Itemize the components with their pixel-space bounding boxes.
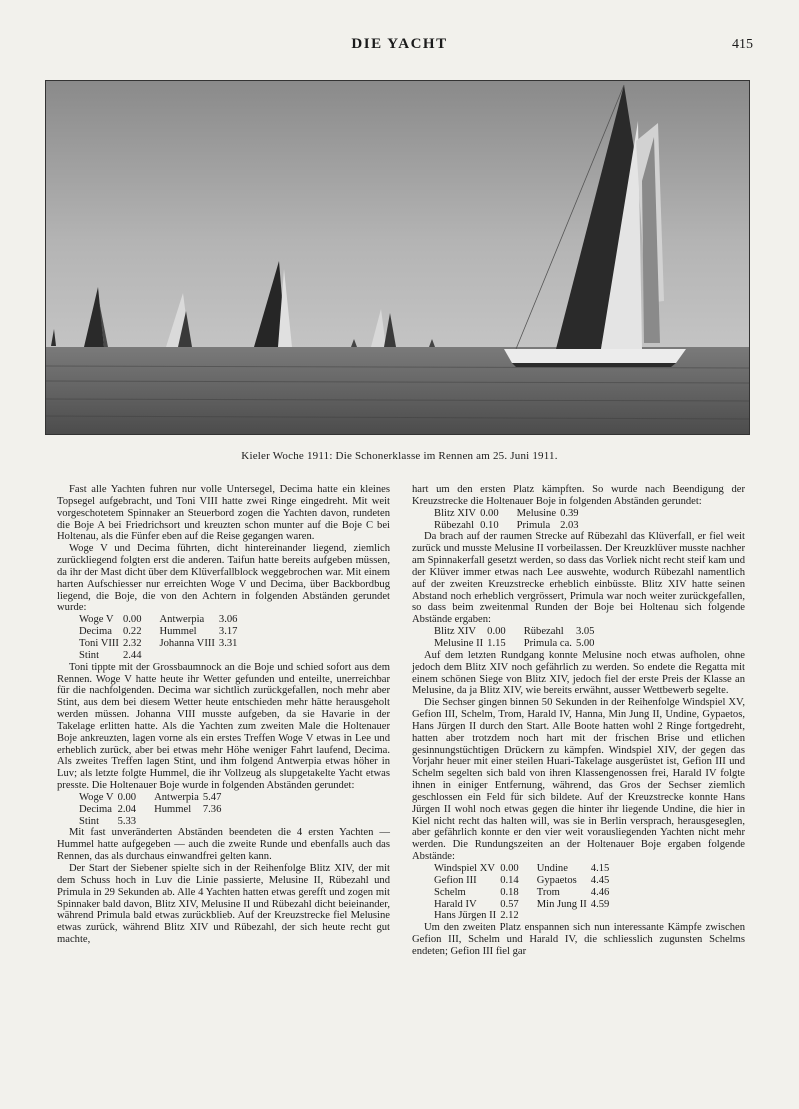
paragraph: Woge V und Decima führten, dicht hintereinander liegend, ziemlich zurückliegend folgten erst die anderen. Taifun hatte bereits aufgeben müssen, da ihr der Mast dicht über dem Klüverfallblock weggebrochen war. Mit einem harten Aufschiesser nur erreichten Woge V und Decima, über Backbordbug liegend, die Boje, die von den Achtern in folgenden Abständen gerundet wurde: — [57, 543, 390, 614]
paragraph: Der Start der Siebener spielte sich in der Reihenfolge Blitz XIV, der mit dem Schuss hoch in Luv die Linie passierte, Melusine II, Rübezahl und Primula in 29 Sekunden ab. Alle 4 Yachten hatten etwas gerefft und zogen mit Spinnaker bald davon, Blitz XIV, Melusine II und Rübezahl dicht beieinander, während Primula bald etwas zurückblieb. Auf der Kreuzstrecke fiel Melusine etwas zurück, während Blitz XIV und Rübezahl, der sich heute recht gut machte, — [57, 863, 390, 946]
table-cell: Antwerpia — [159, 614, 205, 626]
table-row — [79, 792, 225, 804]
table-cell: Stint — [79, 815, 100, 827]
table-cell: Primula — [516, 519, 551, 531]
results-table — [79, 614, 241, 661]
paragraph: Fast alle Yachten fuhren nur volle Untersegel, Decima hatte ein kleines Topsegel aufgebracht, und Toni VIII hatte zwei Ringe eingedreht. Mit weit vorgeschotetem Spinnaker an Steuerbord zogen die Yachten davon, rundeten die Boje A bei Friedrichsort und kreuzten schon munter auf die Boje C bei Holtenau, als die Fünfer eben auf die Reise gegangen waren. — [57, 484, 390, 543]
table-cell: 2.12 — [500, 910, 519, 922]
table-row — [434, 887, 613, 899]
paragraph: Mit fast unveränderten Abständen beendeten die 4 ersten Yachten — Hummel hatte aufgegeben — auch die zweite Runde und ebenfalls auch das Rennen, das als durchaus einwandfrei gelten kann. — [57, 827, 390, 863]
table-cell: Hummel — [154, 803, 192, 815]
sailing-yachts-photo — [45, 80, 750, 435]
table-cell: Windspiel XV — [434, 863, 496, 874]
table-row — [79, 614, 241, 626]
figure-caption: Kieler Woche 1911: Die Schonerklasse im Rennen am 25. Juni 1911. — [241, 450, 558, 462]
left-column — [57, 484, 390, 946]
table-cell: Hummel — [159, 626, 197, 638]
table-cell: Blitz XIV — [434, 626, 477, 638]
table-cell: Stint — [79, 649, 100, 661]
results-table — [434, 626, 598, 650]
page-number: 415 — [732, 37, 753, 52]
table-cell: 0.00 — [500, 863, 519, 874]
results-table — [434, 508, 583, 532]
table-cell: Melusine — [516, 507, 557, 519]
table-cell: Harald IV — [434, 898, 477, 910]
table-row — [79, 626, 241, 638]
paragraph: Auf dem letzten Rundgang konnte Melusine noch etwas aufholen, ohne jedoch dem Blitz XIV noch gefährlich zu werden. So endete die Regatta mit einem schönen Siege von Blitz XIV, jedoch fiel der erste Preis der Klasse an Melusine, da ja Blitz XIV, wie bereits erwähnt, ausser Wettbewerb segelte. — [412, 649, 745, 697]
table-cell: 0.18 — [500, 886, 519, 898]
paragraph: Die Sechser gingen binnen 50 Sekunden in der Reihenfolge Windspiel XV, Gefion III, Schelm, Trom, Harald IV, Hanna, Min Jung II, Undine, Gypaetos, Hans Jürgen II durch den Start. Alle Boote hatten wohl 2 Ringe fortgedreht, hatten aber trotzdem noch hart mit der frischen Brise und etlichen gesinnungstüchtigen Drückern zu kämpfen. Windspiel XIV, der gegen das Vorjahr heuer mit einer steilen Huari-Takelage ausgerüstet ist, Gefion III und Schelm segelten sich bald von ihren Klassengenossen frei, Harald IV folgte ihnen in einiger Entfernung, während, das Gros der Sechser ziemlich geschlossen ein Feld für sich bildete. Auf der Kreuzstrecke konnte Hans Jürgen II wohl noch etwas gegen die hinter ihr liegende Undine, die hier in Kiel nicht recht das halten will, was sie in Berlin versprach, herausgeseglen, aber gefährlich konnte er den vier weit vorausliegenden Yachten nicht mehr werden. Die Rundungszeiten an der Holtenauer Boje ergaben folgende Abstände: — [412, 697, 745, 863]
table-cell: Decima — [79, 626, 112, 638]
table-row — [434, 638, 598, 650]
table-cell: Decima — [79, 803, 112, 815]
table-cell: Toni VIII — [79, 637, 119, 649]
table-cell: 2.04 — [117, 803, 137, 815]
results-table — [434, 863, 613, 922]
page-title: DIE YACHT — [351, 36, 448, 52]
table-row — [434, 910, 613, 922]
table-row — [79, 638, 241, 650]
table-cell: Min Jung II — [536, 898, 587, 910]
table-row — [434, 520, 583, 532]
table-cell: 5.00 — [575, 637, 595, 649]
table-row — [434, 863, 613, 875]
table-cell: 2.03 — [560, 519, 579, 531]
table-cell: 3.06 — [218, 614, 238, 626]
table-cell: 0.10 — [480, 519, 499, 531]
table-cell: 0.00 — [487, 626, 506, 638]
paragraph: Da brach auf der raumen Strecke auf Rübezahl das Klüverfall, er fiel weit zurück und musste Melusine II vorbeilassen. Der Kreuzklüver musste nachher am Spinnakerfall gesetzt werden, so dass das Vorliek nicht recht steif kam und der Klüver immer etwas nach Lee auswehte, wodurch Rübezahl namentlich auf der zweiten Kreuzstrecke erheblich einbüsste. Blitz XIV hatte seinen Abstand noch erheblich vergrössert, Primula war noch weiter zurückgefallen, so dass beim zweitenmal Runden der Boje bei Holtenau sich folgende Abstände ergaben: — [412, 531, 745, 626]
table-cell: 4.45 — [590, 874, 610, 886]
table-cell: 0.00 — [480, 507, 499, 519]
table-row — [434, 508, 583, 520]
table-cell: Gypaetos — [536, 874, 577, 886]
table-cell: Trom — [536, 886, 560, 898]
table-cell: Gefion III — [434, 874, 477, 886]
table-cell: Woge V — [79, 791, 114, 803]
paragraph: hart um den ersten Platz kämpften. So wurde nach Beendigung der Kreuzstrecke die Holtenauer Boje in folgenden Abständen gerundet: — [412, 484, 745, 507]
table-cell: Rübezahl — [523, 626, 564, 638]
table-row — [434, 875, 613, 887]
table-cell: Johanna VIII — [159, 637, 215, 649]
table-cell: 2.32 — [122, 637, 142, 649]
results-table — [79, 792, 225, 828]
table-cell: 0.00 — [122, 614, 142, 626]
table-cell: 4.46 — [590, 886, 610, 898]
table-cell: 0.00 — [117, 791, 137, 803]
table-cell: Schelm — [434, 886, 466, 898]
paragraph: Toni tippte mit der Grossbaumnock an die Boje und schied sofort aus dem Rennen. Woge V hatte heute ihr Wetter gefunden und enteilte, unerreichbar für die nachfolgenden. Decima war sichtlich zurückgefallen, noch mehr aber Stint, aus dem bei diesem Wetter heute entschieden mehr hätte herausgeholt werden müssen. Johanna VIII musste aufgeben, da sie Havarie in der Takelage erlitten hatte. Als die Yachten zum zweiten Male die Holtenauer Boje ankreuzten, lagen vorne als ein erstes Treffen Woge V etwas in Lee und erheblich zurück, aber bei etwas mehr Höhe weniger Fahrt laufend, Decima. Als zweites Treffen lagen Stint, und ihm folgend Antwerpia etwas höher in Luv; als letzte folgte Hummel, die ihr Vollzeug als slupgetakelte Yacht etwas presste. Die Holtenauer Boje wurde in folgenden Abständen gerundet: — [57, 661, 390, 792]
table-cell: Woge V — [79, 614, 114, 626]
table-cell: Undine — [536, 863, 568, 874]
table-cell: 4.15 — [590, 863, 610, 874]
table-cell: 1.15 — [487, 637, 506, 649]
table-row — [79, 816, 225, 828]
table-cell: 5.33 — [117, 815, 137, 827]
table-cell: 7.36 — [202, 803, 222, 815]
table-row — [79, 804, 225, 816]
table-cell: Blitz XIV — [434, 507, 477, 519]
table-cell: 3.31 — [218, 637, 238, 649]
table-cell: Rübezahl — [434, 519, 475, 531]
table-cell: 0.39 — [560, 507, 579, 519]
table-cell: Melusine II — [434, 637, 484, 649]
table-row — [79, 650, 241, 662]
table-row — [434, 899, 613, 911]
table-cell: Primula ca. — [523, 637, 572, 649]
table-cell: 3.05 — [575, 626, 595, 638]
table-row — [434, 626, 598, 638]
table-cell: Antwerpia — [154, 791, 199, 803]
table-cell: Hans Jürgen II — [434, 910, 497, 922]
table-cell: 3.17 — [218, 626, 238, 638]
table-cell: 2.44 — [122, 649, 142, 661]
table-cell: 0.57 — [500, 898, 519, 910]
table-cell: 0.22 — [122, 626, 142, 638]
paragraph: Um den zweiten Platz enspannen sich nun interessante Kämpfe zwischen Gefion III, Schelm und Harald IV, die schliesslich zugunsten Schelms endeten; Gefion III fiel gar — [412, 922, 745, 957]
table-cell: 0.14 — [500, 874, 519, 886]
table-cell: 5.47 — [202, 791, 222, 803]
right-column — [412, 484, 745, 958]
photo-illustration — [46, 81, 749, 434]
table-cell: 4.59 — [590, 898, 610, 910]
